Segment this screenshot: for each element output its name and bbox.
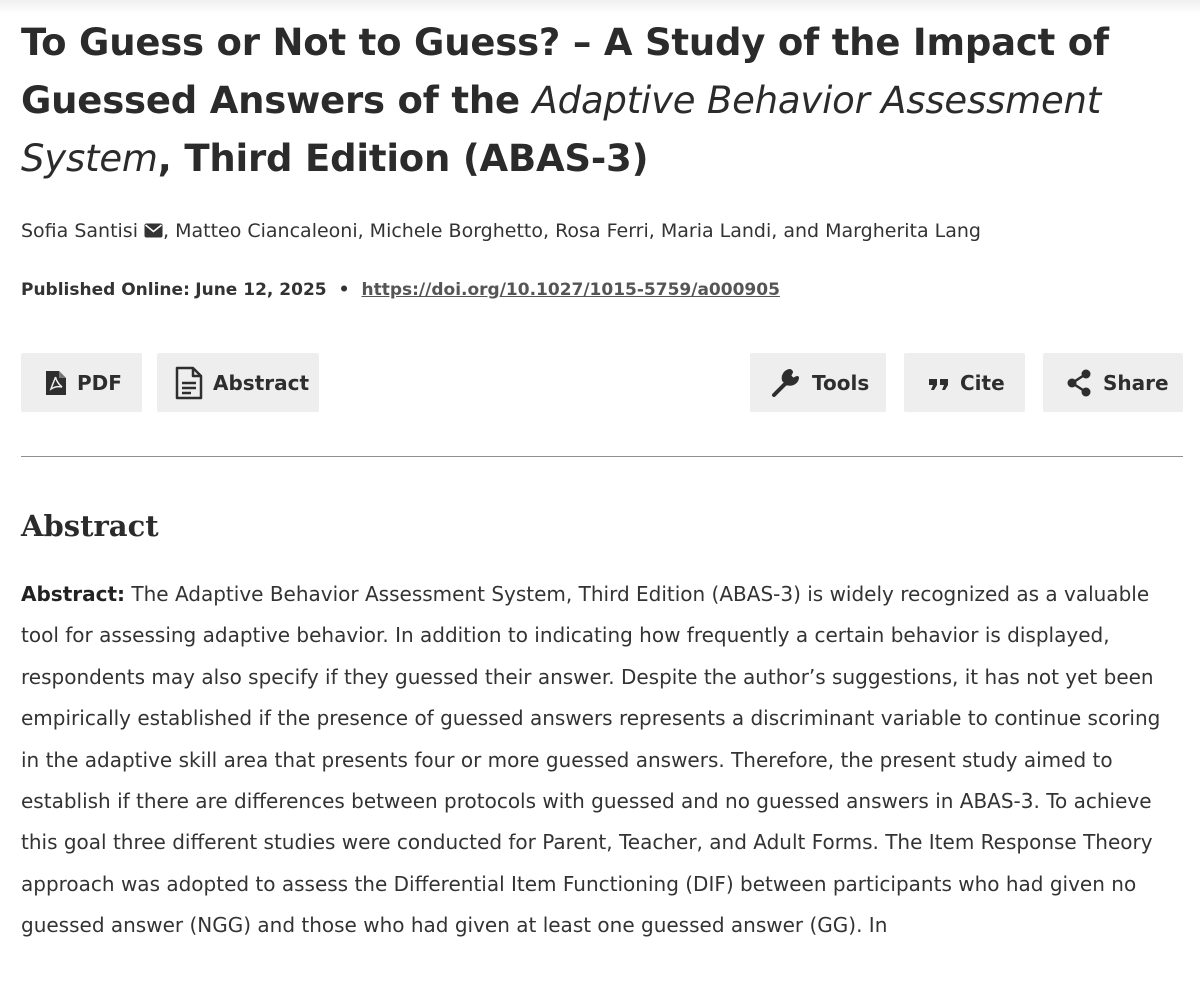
title-italic-part: Adaptive Behavior Assessment System [21,79,1102,180]
section-divider [21,456,1183,457]
abstract-heading: Abstract [21,509,159,543]
article-title [21,14,1181,188]
published-label: Published Online: [21,280,190,300]
share-icon [1065,368,1093,398]
tools-button[interactable] [750,353,886,412]
co-authors: , Matteo Ciancaleoni, Michele Borghetto, Rosa Ferri, Maria Landi, and Margherita Lang [163,220,981,242]
share-button-label: Share [1103,370,1169,395]
pdf-button-label: PDF [77,370,122,395]
published-date: June 12, 2025 [195,280,327,300]
publication-info [21,277,780,303]
quote-icon [928,375,950,391]
tools-button-label: Tools [812,370,870,395]
document-icon [175,366,203,400]
title-part-2: , Third Edition (ABAS-3) [157,137,649,180]
envelope-icon[interactable] [144,223,163,238]
top-edge-shadow [0,0,1200,14]
corresponding-author-link[interactable]: Sofia Santisi [21,220,138,242]
abstract-body [21,574,1183,947]
abstract-button-label: Abstract [213,370,310,395]
separator-dot: • [338,280,350,300]
abstract-label: Abstract: [21,582,126,606]
cite-button-label: Cite [960,370,1005,395]
pdf-button[interactable] [21,353,142,412]
author-list [21,217,981,245]
cite-button[interactable] [904,353,1025,412]
abstract-button[interactable] [157,353,319,412]
wrench-icon [770,367,802,399]
title-part-1: To Guess or Not to Guess? – A Study of the Impact of Guessed Answers of the [21,21,1109,122]
doi-link[interactable]: https://doi.org/10.1027/1015-5759/a000905 [361,280,780,300]
pdf-file-icon [45,370,67,396]
abstract-text: The Adaptive Behavior Assessment System, Third Edition (ABAS-3) is widely recognized as a valuable tool for assessing adaptive behavior. In addition to indicating how frequently a certain behavior is displayed, respondents may also specify if they guessed their answer. Despite the author’s suggestions, it has not yet been empirically established if the presence of guessed answers represents a discriminant variable to continue scoring in the adaptive skill area that presents four or more guessed answers. Therefore, the present study aimed to establish if there are differences between protocols with guessed and no guessed answers in ABAS-3. To achieve this goal three different studies were conducted for Parent, Teacher, and Adult Forms. The Item Response Theory approach was adopted to assess the Differential Item Functioning (DIF) between participants who had given no guessed answer (NGG) and those who had given at least one guessed answer (GG). In [21,582,1161,938]
share-button[interactable] [1043,353,1183,412]
